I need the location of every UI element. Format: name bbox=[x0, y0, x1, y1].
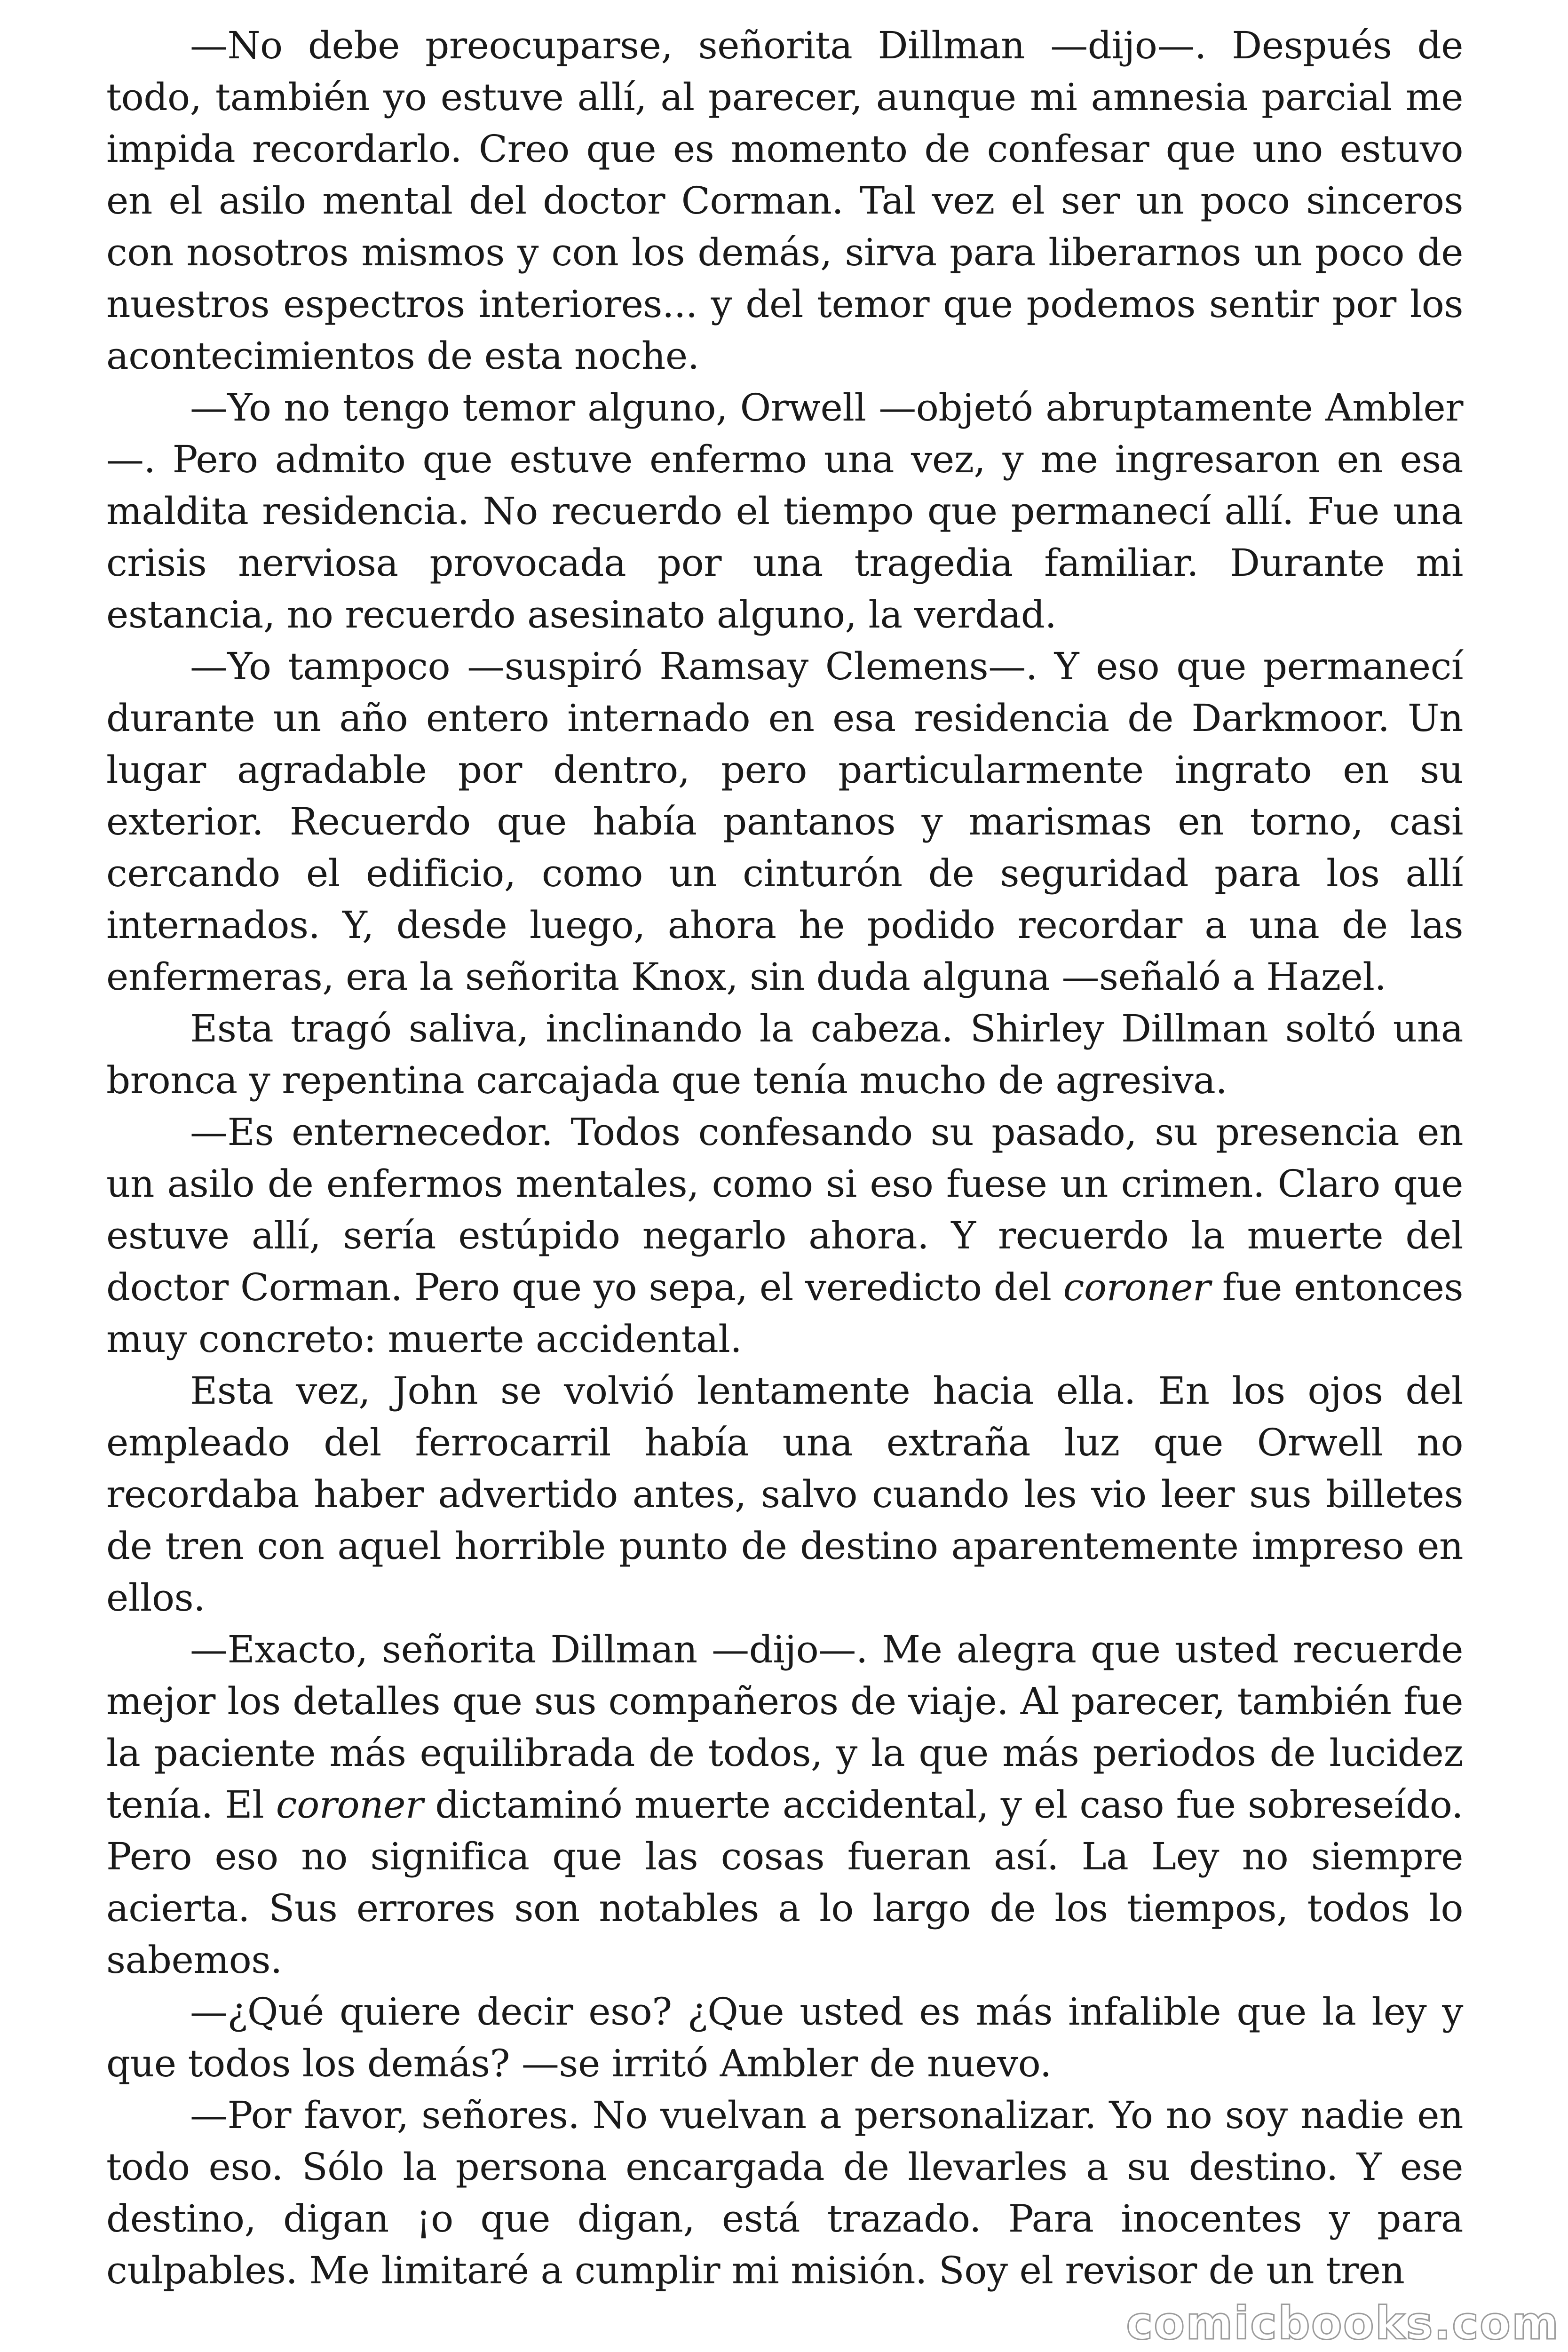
paragraph bbox=[106, 382, 1463, 641]
paragraph-text: —Yo no tengo temor alguno, Orwell —objetó abruptamente Ambler—. Pero admito que estuve enfermo una vez, y me ingresaron en esa maldita residencia. No recuerdo el tiempo que permanecí allí. Fue una crisis nerviosa provocada por una tragedia familiar. Durante mi estancia, no recuerdo asesinato alguno, la verdad. bbox=[106, 386, 1463, 636]
paragraph-text: —Exacto, señorita Dillman —dijo—. Me alegra que usted recuerde mejor los detalles que sus compañeros de viaje. Al parecer, también fue la paciente más equilibrada de todos, y la que más periodos de lucidez tenía. El bbox=[106, 1628, 1463, 1827]
italic-term: coroner bbox=[1063, 1265, 1211, 1309]
watermark: comicbooks.com bbox=[1126, 2297, 1560, 2350]
paragraph bbox=[106, 1986, 1463, 2090]
paragraph bbox=[106, 1624, 1463, 1986]
paragraph-text: —No debe preocuparse, señorita Dillman —dijo—. Después de todo, también yo estuve allí, al parecer, aunque mi amnesia parcial me impida recordarlo. Creo que es momento de confesar que uno estuvo en el asilo mental del doctor Corman. Tal vez el ser un poco sinceros con nosotros mismos y con los demás, sirva para liberarnos un poco de nuestros espectros interiores... y del temor que podemos sentir por los acontecimientos de esta noche. bbox=[106, 24, 1463, 378]
paragraph-text: Esta vez, John se volvió lentamente hacia ella. En los ojos del empleado del ferrocarril había una extraña luz que Orwell no recordaba haber advertido antes, salvo cuando les vio leer sus billetes de tren con aquel horrible punto de destino aparentemente impreso en ellos. bbox=[106, 1369, 1463, 1620]
paragraph bbox=[106, 1106, 1463, 1365]
paragraph-text: —Es enternecedor. Todos confesando su pasado, su presencia en un asilo de enfermos mentales, como si eso fuese un crimen. Claro que estuve allí, sería estúpido negarlo ahora. Y recuerdo la muerte del doctor Corman. Pero que yo sepa, el veredicto del bbox=[106, 1110, 1463, 1309]
paragraph-text: —Por favor, señores. No vuelvan a personalizar. Yo no soy nadie en todo eso. Sólo la persona encargada de llevarles a su destino. Y ese destino, digan ¡o que digan, está trazado. Para inocentes y para culpables. Me limitaré a cumplir mi misión. Soy el revisor de un tren bbox=[106, 2093, 1463, 2292]
paragraph bbox=[106, 641, 1463, 1003]
paragraph-text: dictaminó muerte accidental, y el caso fue sobreseído. Pero eso no significa que las cosas fueran así. La Ley no siempre acierta. Sus errores son notables a lo largo de los tiempos, todos lo sabemos. bbox=[106, 1783, 1463, 1982]
paragraph bbox=[106, 20, 1463, 382]
paragraph bbox=[106, 1003, 1463, 1106]
paragraph-text: fue entonces muy concreto: muerte accidental. bbox=[106, 1265, 1463, 1361]
paragraph bbox=[106, 1365, 1463, 1624]
book-page bbox=[106, 20, 1463, 2296]
italic-term: coroner bbox=[276, 1783, 423, 1827]
paragraph bbox=[106, 2090, 1463, 2296]
paragraph-text: —¿Qué quiere decir eso? ¿Que usted es más infalible que la ley y que todos los demás? —se irritó Ambler de nuevo. bbox=[106, 1990, 1463, 2085]
paragraph-text: —Yo tampoco —suspiró Ramsay Clemens—. Y eso que permanecí durante un año entero internado en esa residencia de Darkmoor. Un lugar agradable por dentro, pero particularmente ingrato en su exterior. Recuerdo que había pantanos y marismas en torno, casi cercando el edificio, como un cinturón de seguridad para los allí internados. Y, desde luego, ahora he podido recordar a una de las enfermeras, era la señorita Knox, sin duda alguna —señaló a Hazel. bbox=[106, 644, 1463, 999]
paragraph-text: Esta tragó saliva, inclinando la cabeza. Shirley Dillman soltó una bronca y repentina carcajada que tenía mucho de agresiva. bbox=[106, 1007, 1463, 1102]
